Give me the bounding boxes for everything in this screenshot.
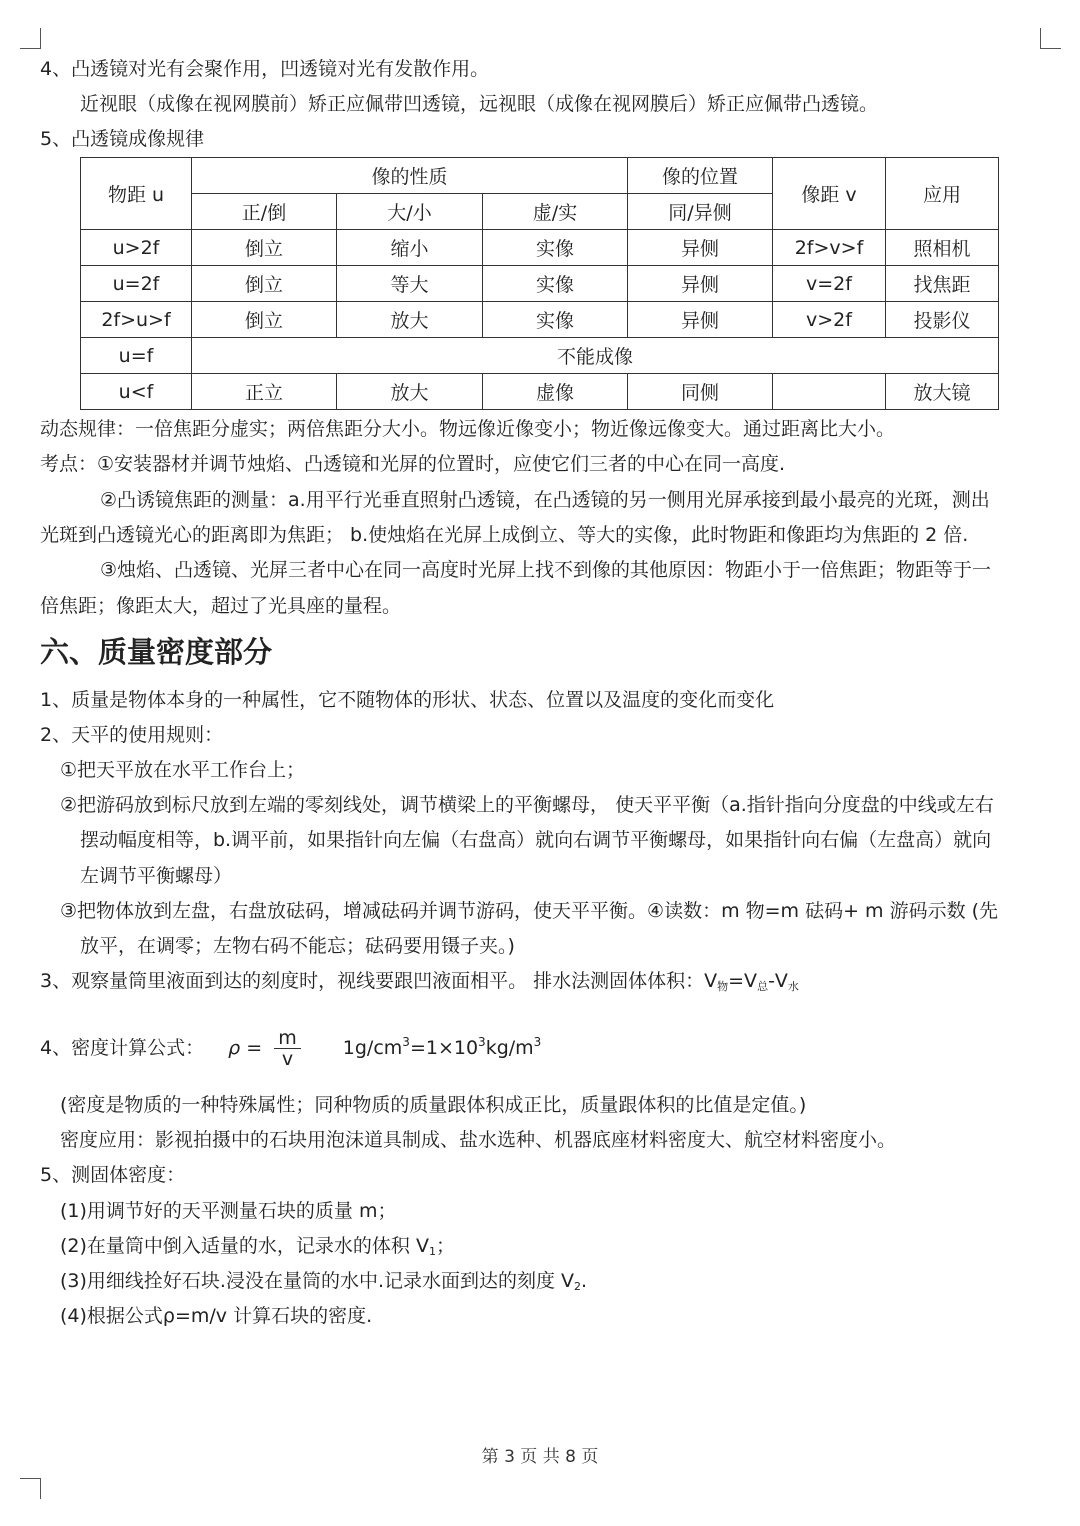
step-2-end: ；	[435, 1235, 455, 1257]
mass-item-2: 2、天平的使用规则：	[40, 724, 224, 746]
fraction-numerator: m	[274, 1028, 301, 1049]
sub-object: 物	[717, 980, 729, 993]
step-3-sub: 2	[574, 1280, 582, 1293]
mass-item-4-formula	[40, 1020, 541, 1070]
cell-real: 实像	[483, 230, 628, 266]
cell-real: 虚像	[483, 374, 628, 410]
unit-conversion	[343, 1037, 542, 1059]
sub-water: 水	[787, 980, 799, 993]
header-application: 应用	[886, 158, 999, 230]
cell-app: 找焦距	[886, 266, 999, 302]
rho-symbol: ρ =	[228, 1037, 263, 1059]
section-6-heading: 六、质量密度部分	[40, 635, 273, 669]
cell-size: 等大	[337, 266, 483, 302]
item-3-text: 3、观察量筒里液面到达的刻度时，视线要跟凹液面相平。 排水法测固体体积：V	[40, 970, 718, 992]
step-3	[60, 1269, 587, 1299]
cell-size: 缩小	[337, 230, 483, 266]
unit-exp-3: 3	[533, 1035, 542, 1049]
formula-label: 4、密度计算公式：	[40, 1037, 205, 1059]
header-side: 同/异侧	[628, 194, 773, 230]
unit-part-2: =1×10	[409, 1037, 479, 1059]
step-3-text: (3)用细线拴好石块.浸没在量筒的水中.记录水面到达的刻度 V	[60, 1270, 575, 1292]
table-row	[81, 374, 999, 410]
header-real: 虚/实	[483, 194, 628, 230]
table-row	[81, 266, 999, 302]
exam-point-1: 考点：①安装器材并调节烛焰、凸透镜和光屏的位置时，应使它们三者的中心在同一高度.	[40, 453, 786, 475]
cell-app: 照相机	[886, 230, 999, 266]
step-4: (4)根据公式ρ=m/v 计算石块的密度.	[60, 1305, 373, 1327]
dynamic-rule: 动态规律：一倍焦距分虚实；两倍焦距分大小。物远像近像变小；物近像远像变大。通过距离比大小。	[40, 418, 896, 440]
page-footer: 第 3 页 共 8 页	[481, 1447, 599, 1467]
mass-item-1: 1、质量是物体本身的一种属性，它不随物体的形状、状态、位置以及温度的变化而变化	[40, 689, 775, 711]
header-upright: 正/倒	[192, 194, 337, 230]
cell-orient: 正立	[192, 374, 337, 410]
table-row	[81, 302, 999, 338]
cell-app: 放大镜	[886, 374, 999, 410]
lens-imaging-table	[80, 157, 999, 410]
crop-mark-bottom-left	[20, 1478, 41, 1499]
cell-v	[773, 374, 886, 410]
balance-rule-2-line1: ②把游码放到标尺放到左端的零刻线处，调节横梁上的平衡螺母， 使天平平衡（a.指针指向分度盘的中线或左右	[60, 794, 994, 816]
step-3-end: .	[581, 1270, 588, 1292]
cell-orient: 倒立	[192, 230, 337, 266]
balance-rule-3-line2: 放平，在调零；左物右码不能忘；砝码要用镊子夹。)	[80, 935, 515, 957]
cell-side: 异侧	[628, 266, 773, 302]
step-1: (1)用调节好的天平测量石块的质量 m；	[60, 1200, 397, 1222]
cell-size: 放大	[337, 302, 483, 338]
cell-side: 异侧	[628, 230, 773, 266]
density-application: 密度应用：影视拍摄中的石块用泡沫道具制成、盐水选种、机器底座材料密度大、航空材料密度小。	[60, 1129, 897, 1151]
cell-u: u>2f	[81, 230, 192, 266]
density-fraction	[274, 1028, 301, 1069]
table-row	[81, 230, 999, 266]
cell-real: 实像	[483, 302, 628, 338]
cell-app: 投影仪	[886, 302, 999, 338]
sub-total: 总	[757, 980, 769, 993]
crop-mark-top-right	[1040, 28, 1061, 49]
step-2-text: (2)在量筒中倒入适量的水，记录水的体积 V	[60, 1235, 429, 1257]
balance-rule-2-line3: 左调节平衡螺母）	[80, 865, 233, 887]
header-image-nature: 像的性质	[192, 158, 628, 194]
item-4-eye-correction: 近视眼（成像在视网膜前）矫正应佩带凹透镜，远视眼（成像在视网膜后）矫正应佩带凸透镜。	[80, 93, 879, 115]
crop-mark-top-left	[20, 28, 41, 49]
exam-point-3-line2: 倍焦距；像距太大，超过了光具座的量程。	[40, 595, 402, 617]
density-note: (密度是物质的一种特殊属性；同种物质的质量跟体积成正比，质量跟体积的比值是定值。)	[60, 1094, 807, 1116]
cell-no-image: 不能成像	[192, 338, 999, 374]
cell-u: u=f	[81, 338, 192, 374]
cell-side: 异侧	[628, 302, 773, 338]
unit-exp-1: 3	[402, 1035, 410, 1049]
header-size: 大/小	[337, 194, 483, 230]
step-2	[60, 1234, 455, 1264]
item-4-lens-effect: 4、凸透镜对光有会聚作用，凹透镜对光有发散作用。	[40, 58, 490, 80]
exam-point-2-line2: 光斑到凸透镜光心的距离即为焦距； b.使烛焰在光屏上成倒立、等大的实像，此时物距和像距均为焦距的 2 倍.	[40, 524, 969, 546]
mass-item-5: 5、测固体密度：	[40, 1164, 186, 1186]
header-distance-u: 物距 u	[81, 158, 192, 230]
table-row	[81, 338, 999, 374]
cell-v: 2f>v>f	[773, 230, 886, 266]
cell-size: 放大	[337, 374, 483, 410]
cell-u: u=2f	[81, 266, 192, 302]
exam-point-3-line1: ③烛焰、凸透镜、光屏三者中心在同一高度时光屏上找不到像的其他原因：物距小于一倍焦距；物距等于一	[100, 559, 992, 581]
fraction-denominator: v	[281, 1048, 294, 1070]
cell-u: u<f	[81, 374, 192, 410]
unit-part-1: 1g/cm	[342, 1037, 403, 1059]
cell-u: 2f>u>f	[81, 302, 192, 338]
header-image-position: 像的位置	[628, 158, 773, 194]
exam-point-2-line1: ②凸诱镜焦距的测量：a.用平行光垂直照射凸透镜，在凸透镜的另一侧用光屏承接到最小最亮的光斑，测出	[100, 489, 990, 511]
cell-orient: 倒立	[192, 266, 337, 302]
cell-real: 实像	[483, 266, 628, 302]
step-2-sub: 1	[428, 1245, 436, 1258]
balance-rule-1: ①把天平放在水平工作台上；	[60, 759, 306, 781]
cell-v: v=2f	[773, 266, 886, 302]
cell-v: v>2f	[773, 302, 886, 338]
item-3-minus: -V	[768, 970, 788, 992]
header-distance-v: 像距 v	[773, 158, 886, 230]
balance-rule-2-line2: 摆动幅度相等，b.调平前，如果指针向左偏（右盘高）就向右调节平衡螺母，如果指针向右偏（左盘高）就向	[80, 829, 992, 851]
unit-exp-2: 3	[478, 1035, 486, 1049]
balance-rule-3-line1: ③把物体放到左盘，右盘放砝码，增减砝码并调节游码，使天平平衡。④读数：m 物=m 砝码+ m 游码示数 (先	[60, 900, 999, 922]
item-5-title: 5、凸透镜成像规律	[40, 128, 205, 150]
mass-item-3	[40, 969, 799, 999]
cell-orient: 倒立	[192, 302, 337, 338]
cell-side: 同侧	[628, 374, 773, 410]
item-3-eq: =V	[728, 970, 758, 992]
unit-part-3: kg/m	[485, 1037, 534, 1059]
